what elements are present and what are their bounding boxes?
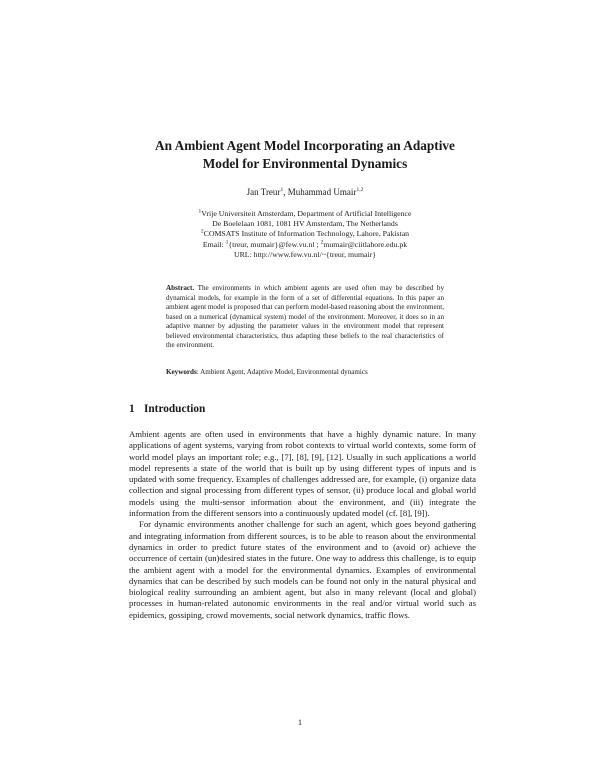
url-line: URL: http://www.few.vu.nl/~{treur, mumair} xyxy=(233,249,377,259)
author-name: Jan Treur xyxy=(246,187,281,197)
page-number: 1 xyxy=(297,717,303,727)
email-address: {treur, mumair}@few.vu.nl ; xyxy=(228,239,321,249)
author-name: Muhammad Umair xyxy=(287,187,357,197)
body-text xyxy=(129,429,476,621)
abstract-label: Abstract. xyxy=(166,284,195,292)
body-paragraph: For dynamic environments another challenge for such an agent, which goes beyond gathering and integrating information from different sources, is to be able to reason about the environmental dynamics in order to predict future states of the environment and to (avoid or) achieve the occurrence of certain (un)desired states in the future. One way to address this challenge, is to equip the ambient agent with a model for the environmental dynamics. Examples of environmental dynamics that can be described by such models can be found not only in the natural physical and biological reality surrounding an ambient agent, but also in many relevant (local and global) processes in human-related autonomic environments in the real and/or virtual world such as epidemics, gossiping, crowd movements, social network dynamics, traffic flows. xyxy=(129,519,476,620)
title-line-1: An Ambient Agent Model Incorporating an Adaptive xyxy=(155,138,455,153)
affiliation-line: De Boelelaan 1081, 1081 HV Amsterdam, The Netherlands xyxy=(212,219,398,229)
title-line-2: Model for Environmental Dynamics xyxy=(202,156,408,171)
author-affiliation-mark: 1,2 xyxy=(356,187,364,193)
section-title: Introduction xyxy=(144,403,206,415)
section-heading xyxy=(129,402,205,416)
paper-title xyxy=(100,137,510,173)
section-number: 1 xyxy=(129,403,135,415)
affiliations xyxy=(100,209,510,260)
keywords xyxy=(166,368,444,378)
abstract-text: The environments in which ambient agents are used often may be described by dynamical models, for example in the form of a set of differential equations. In this paper an ambient agent model is proposed that can perform model-based reasoning about the environment, based on a numerical (dynamical system) model of the environment. Moreover, it does so in an adaptive manner by adjusting the parameter values in the environment model that represent believed environmental characteristics, thus adapting these beliefs to the real characteristics of the environment. xyxy=(166,284,444,349)
keywords-text: : Ambient Agent, Adaptive Model, Environmental dynamics xyxy=(196,368,368,376)
email-line: Email: $^1${treur, mumair}@few.vu.nl ; $^2$mumair@ciitlahore.edu.pk xyxy=(202,239,408,249)
email-address: mumair@ciitlahore.edu.pk xyxy=(323,239,408,249)
author-separator: , xyxy=(283,187,288,197)
author-list xyxy=(100,186,510,198)
author-affiliation-mark: 1 xyxy=(280,187,284,193)
affiliation-line: $^1$Vrije Universiteit Amsterdam, Department of Artificial Intelligence xyxy=(198,208,412,218)
abstract xyxy=(166,284,444,351)
body-paragraph: Ambient agents are often used in environments that have a highly dynamic nature. In many applications of agent systems, varying from robot contexts to virtual world contexts, some form of world model plays an important role; e.g., [7], [8], [9], [12]. Usually in such applications a world model represents a state of the world that is built up by using different types of inputs and is updated with some frequency. Examples of challenges addressed are, for example, (i) organize data collection and signal processing from different types of sensor, (ii) produce local and global world models using the multi-sensor information about the environment, and (iii) integrate the information from the different sensors into a continuously updated model (cf. [8], [9]). xyxy=(129,429,476,519)
affiliation-line: $^2$COMSATS Institute of Information Technology, Lahore, Pakistan xyxy=(200,228,410,239)
keywords-label: Keywords xyxy=(166,368,197,376)
